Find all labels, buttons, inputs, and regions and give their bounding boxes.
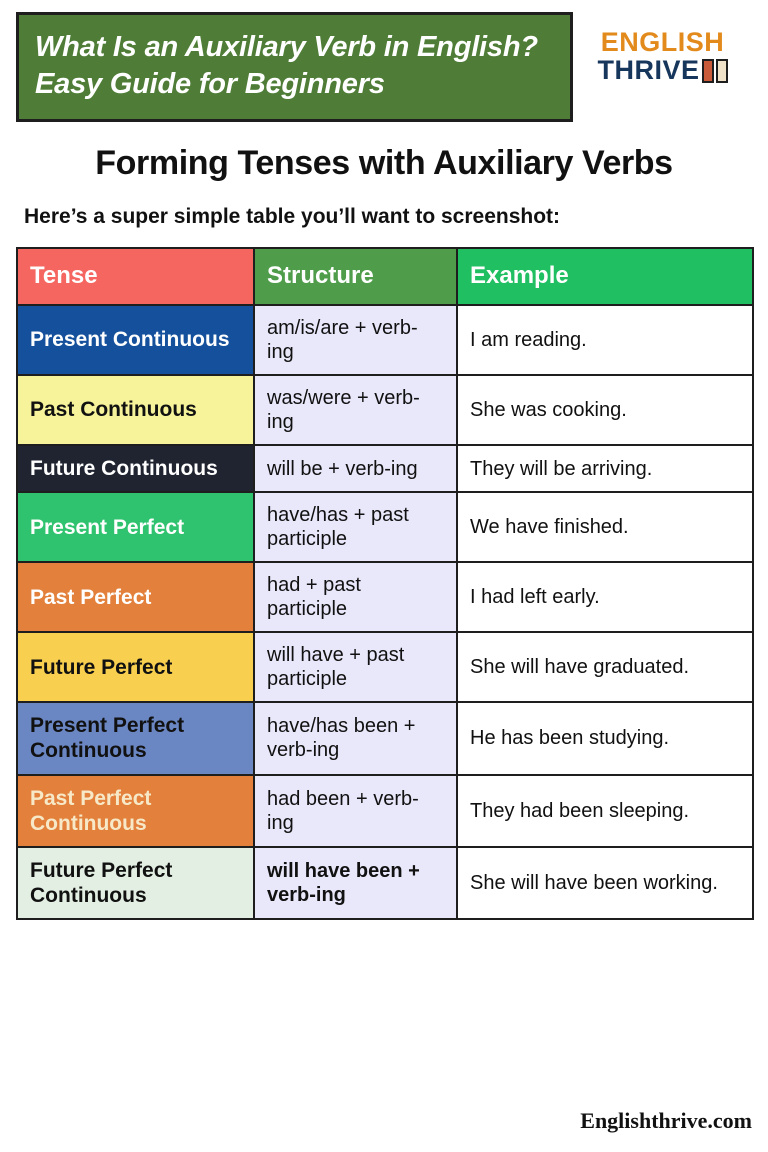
cell-tense: Present Continuous — [17, 305, 254, 375]
book-icon — [702, 57, 728, 85]
table-row — [17, 445, 753, 492]
cell-example: She was cooking. — [457, 375, 753, 445]
column-header-example: Example — [457, 248, 753, 305]
page-title: What Is an Auxiliary Verb in English? Easy Guide for Beginners — [35, 31, 538, 101]
cell-tense: Future Perfect — [17, 632, 254, 702]
brand-name-top: ENGLISH — [600, 27, 725, 57]
cell-tense: Future Continuous — [17, 445, 254, 492]
cell-structure: will have been + verb-ing — [254, 847, 457, 919]
cell-structure: am/is/are + verb-ing — [254, 305, 457, 375]
cell-structure: have/has + past participle — [254, 492, 457, 562]
table-row — [17, 775, 753, 847]
cell-tense: Present Perfect — [17, 492, 254, 562]
cell-tense: Present Perfect Continuous — [17, 702, 254, 774]
cell-tense: Past Perfect — [17, 562, 254, 632]
cell-structure: was/were + verb-ing — [254, 375, 457, 445]
table-header-row — [17, 248, 753, 305]
cell-tense: Past Continuous — [17, 375, 254, 445]
site-footer: Englishthrive.com — [580, 1108, 752, 1133]
cell-example: He has been studying. — [457, 702, 753, 774]
cell-example: We have finished. — [457, 492, 753, 562]
table-row — [17, 632, 753, 702]
table-row — [17, 305, 753, 375]
cell-structure: had + past participle — [254, 562, 457, 632]
tenses-table — [16, 247, 754, 920]
cell-example: I had left early. — [457, 562, 753, 632]
cell-structure: had been + verb-ing — [254, 775, 457, 847]
cell-example: I am reading. — [457, 305, 753, 375]
table-row — [17, 702, 753, 774]
cell-structure: have/has been + verb-ing — [254, 702, 457, 774]
cell-example: She will have been working. — [457, 847, 753, 919]
cell-example: They will be arriving. — [457, 445, 753, 492]
brand-logo — [573, 12, 752, 85]
cell-structure: will have + past participle — [254, 632, 457, 702]
main-subtitle: Here’s a super simple table you’ll want to screenshot: — [24, 205, 561, 229]
main-heading: Forming Tenses with Auxiliary Verbs — [95, 144, 673, 183]
table-row — [17, 847, 753, 919]
table-row — [17, 492, 753, 562]
column-header-structure: Structure — [254, 248, 457, 305]
title-banner — [16, 12, 573, 122]
cell-structure: will be + verb-ing — [254, 445, 457, 492]
column-header-tense: Tense — [17, 248, 254, 305]
cell-example: She will have graduated. — [457, 632, 753, 702]
cell-tense: Future Perfect Continuous — [17, 847, 254, 919]
table-row — [17, 375, 753, 445]
table-row — [17, 562, 753, 632]
cell-tense: Past Perfect Continuous — [17, 775, 254, 847]
brand-name-bottom: THRIVE — [597, 55, 700, 86]
brand-row — [573, 56, 752, 84]
cell-example: They had been sleeping. — [457, 775, 753, 847]
header — [16, 0, 752, 122]
